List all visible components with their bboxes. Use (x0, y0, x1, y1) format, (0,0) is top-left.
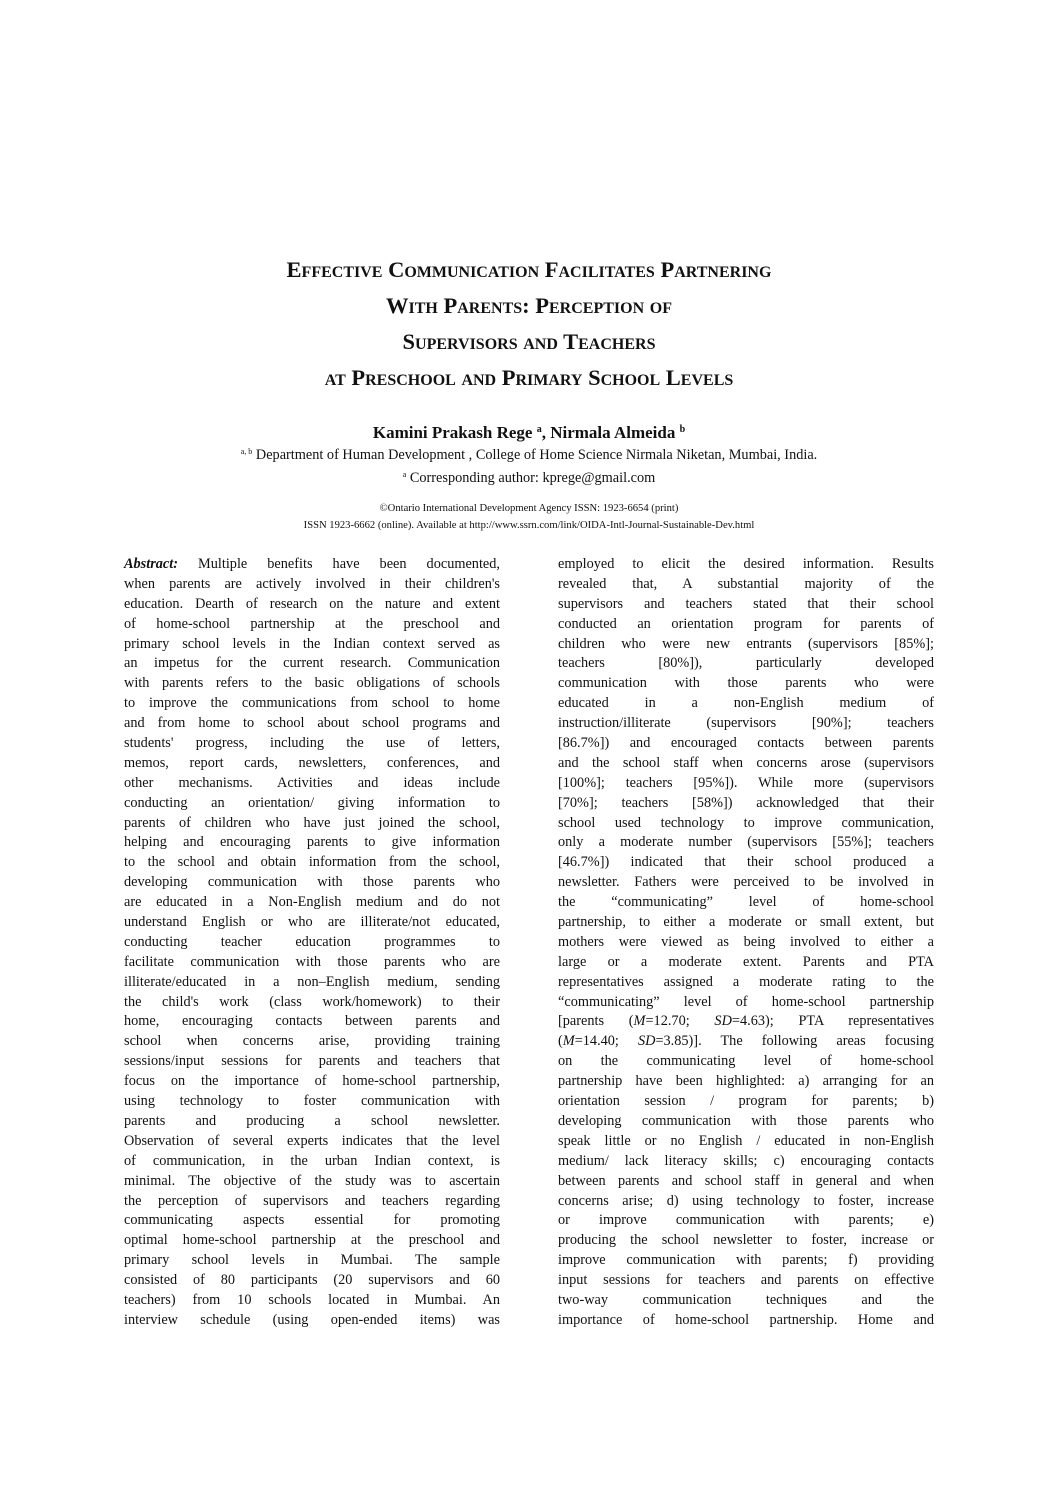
abstract-line: developing communication with those parents who (558, 1112, 934, 1129)
abstract-line: partnership, to either a moderate or small extent, but (558, 914, 934, 931)
abstract-line: or improve communication with parents; e) (558, 1212, 934, 1229)
abstract-line: representatives assigned a moderate rating to the (558, 973, 934, 990)
abstract-line: other mechanisms. Activities and ideas include (124, 774, 500, 791)
abstract-line: and the school staff when concerns arose (supervisors (558, 754, 934, 771)
abstract-line: to improve the communications from school to home (124, 695, 500, 712)
abstract-line: are educated in a Non-English medium and do not (124, 894, 500, 911)
abstract-line: minimal. The objective of the study was to ascertain (124, 1172, 500, 1189)
abstract-line: communication with those parents who were (558, 675, 934, 692)
abstract-line: interview schedule (using open-ended items) was (124, 1311, 500, 1328)
abstract-line: only a moderate number (supervisors [55%]; teachers (558, 834, 934, 851)
title-line: With Parents: Perception of (386, 293, 672, 318)
affiliation-block (100, 442, 958, 488)
abstract-line: orientation session / program for parents; b) (558, 1093, 934, 1110)
abstract-line: children who were new entrants (supervisors [85%]; (558, 635, 934, 652)
abstract-line: the “communicating” level of home-school (558, 894, 934, 911)
publication-info (100, 500, 958, 534)
title-line: Supervisors and Teachers (402, 329, 656, 354)
abstract-left-column (124, 555, 500, 1331)
abstract-line: conducting teacher education programmes to (124, 933, 500, 950)
author-name: Kamini Prakash Rege (372, 423, 533, 442)
abstract-line: Observation of several experts indicates that the level (124, 1132, 500, 1149)
abstract-line: using technology to foster communication with (124, 1093, 500, 1110)
title-line: at Preschool and Primary School Levels (324, 365, 734, 390)
abstract-line: helping and encouraging parents to give information (124, 834, 500, 851)
issn-print: ©Ontario International Development Agency ISSN: 1923-6654 (print) (379, 503, 679, 514)
abstract-line: to the school and obtain information from the school, (124, 854, 500, 871)
abstract-line: the child's work (class work/homework) to their (124, 993, 500, 1010)
abstract-line: focus on the importance of home-school partnership, (124, 1073, 500, 1090)
abstract-line: optimal home-school partnership at the preschool and (124, 1232, 500, 1249)
abstract-line: on the communicating level of home-school (558, 1053, 934, 1070)
affiliation-mark: a, b (240, 447, 253, 456)
abstract-line: teachers [80%]), particularly developed (558, 655, 934, 672)
abstract-line: school used technology to improve communication, (558, 814, 934, 831)
issn-online: ISSN 1923-6662 (online). Available at http://www.ssrn.com/link/OIDA-Intl-Journal-Sustainable-Dev.html (303, 520, 755, 531)
corresponding-text: Corresponding author: kprege@gmail.com (409, 470, 656, 486)
abstract-line: school when concerns arise, providing training (124, 1033, 500, 1050)
abstract-line: primary school levels in the Indian context served as (124, 635, 500, 652)
abstract-line: medium/ lack literacy skills; c) encouraging contacts (558, 1152, 934, 1169)
corresponding-mark: a (402, 470, 407, 479)
abstract-line: and from home to school about school programs and (124, 715, 500, 732)
abstract-line: consisted of 80 participants (20 supervisors and 60 (124, 1272, 500, 1289)
author-separator: , (541, 423, 546, 442)
abstract-line: home, encouraging contacts between parents and (124, 1013, 500, 1030)
abstract-line: when parents are actively involved in their children's (124, 575, 500, 592)
abstract-line: [parents (M=12.70; SD=4.63); PTA representatives (558, 1013, 935, 1030)
abstract-line: (M=14.40; SD=3.85)]. The following areas focusing (558, 1033, 935, 1050)
abstract-line: newsletter. Fathers were perceived to be involved in (558, 874, 934, 891)
abstract-line: education. Dearth of research on the nature and extent (124, 595, 500, 612)
abstract-line: mothers were viewed as being involved to either a (558, 933, 934, 950)
abstract-line: input sessions for teachers and parents on effective (558, 1272, 934, 1289)
corresponding-author (100, 465, 958, 488)
abstract-line: producing the school newsletter to foster, increase or (558, 1232, 934, 1249)
abstract-line: partnership have been highlighted: a) arranging for an (558, 1073, 934, 1090)
abstract-line: conducting an orientation/ giving information to (124, 794, 500, 811)
abstract-line: an impetus for the current research. Communication (124, 655, 500, 672)
abstract-line: two-way communication techniques and the (558, 1291, 934, 1308)
abstract-line: improve communication with parents; f) providing (558, 1252, 934, 1269)
paper-title (100, 252, 958, 396)
author-affiliation-mark: b (679, 424, 686, 435)
abstract-line: Abstract: Multiple benefits have been documented, (124, 556, 500, 572)
abstract-line: [100%]; teachers [95%]). While more (supervisors (558, 774, 934, 791)
abstract-line: students' progress, including the use of letters, (124, 735, 500, 752)
abstract-line: [46.7%]) indicated that their school produced a (558, 854, 934, 871)
abstract-line: employed to elicit the desired information. Results (558, 556, 934, 572)
abstract-line: educated in a non-English medium of (558, 695, 934, 712)
abstract-label: Abstract: (124, 556, 179, 572)
abstract-line: concerns arise; d) using technology to foster, increase (558, 1192, 934, 1209)
abstract-line: [86.7%]) and encouraged contacts between parents (558, 735, 934, 752)
abstract-line: with parents refers to the basic obligations of schools (124, 675, 500, 692)
abstract-line: large or a moderate extent. Parents and PTA (558, 953, 934, 970)
abstract-line: importance of home-school partnership. Home and (558, 1311, 934, 1328)
abstract-line: the perception of supervisors and teachers regarding (124, 1192, 500, 1209)
abstract-line: of home-school partnership at the preschool and (124, 615, 500, 632)
affiliation (100, 442, 958, 465)
abstract-line: supervisors and teachers stated that their school (558, 595, 934, 612)
abstract-line: “communicating” level of home-school partnership (558, 993, 934, 1010)
abstract-line: conducted an orientation program for parents of (558, 615, 934, 632)
affiliation-text: Department of Human Development , College of Home Science Nirmala Niketan, Mumbai, India. (255, 447, 818, 463)
abstract-line: facilitate communication with those parents who are (124, 953, 500, 970)
abstract-line: parents and producing a school newsletter. (124, 1112, 500, 1129)
abstract-line: [70%]; teachers [58%]) acknowledged that their (558, 794, 934, 811)
abstract-line: communicating aspects essential for promoting (124, 1212, 500, 1229)
abstract-line: instruction/illiterate (supervisors [90%]; teachers (558, 715, 934, 732)
abstract-right-column (558, 555, 934, 1331)
abstract-line: developing communication with those parents who (124, 874, 500, 891)
abstract-line: primary school levels in Mumbai. The sample (124, 1252, 500, 1269)
author-affiliation-mark: a (536, 424, 542, 435)
abstract-line: understand English or who are illiterate/not educated, (124, 914, 500, 931)
abstract-line: illiterate/educated in a non–English medium, sending (124, 973, 500, 990)
abstract-line: between parents and school staff in general and when (558, 1172, 934, 1189)
abstract-line: memos, report cards, newsletters, conferences, and (124, 754, 500, 771)
abstract-line: of communication, in the urban Indian context, is (124, 1152, 500, 1169)
abstract-line: revealed that, A substantial majority of the (558, 575, 934, 592)
abstract-line: speak little or no English / educated in non-English (558, 1132, 934, 1149)
title-line: Effective Communication Facilitates Partnering (286, 257, 772, 282)
abstract-line: parents of children who have just joined the school, (124, 814, 500, 831)
author-list (100, 419, 958, 444)
abstract-line: sessions/input sessions for parents and teachers that (124, 1053, 500, 1070)
abstract-line: teachers) from 10 schools located in Mumbai. An (124, 1291, 500, 1308)
author-name: Nirmala Almeida (550, 423, 676, 442)
